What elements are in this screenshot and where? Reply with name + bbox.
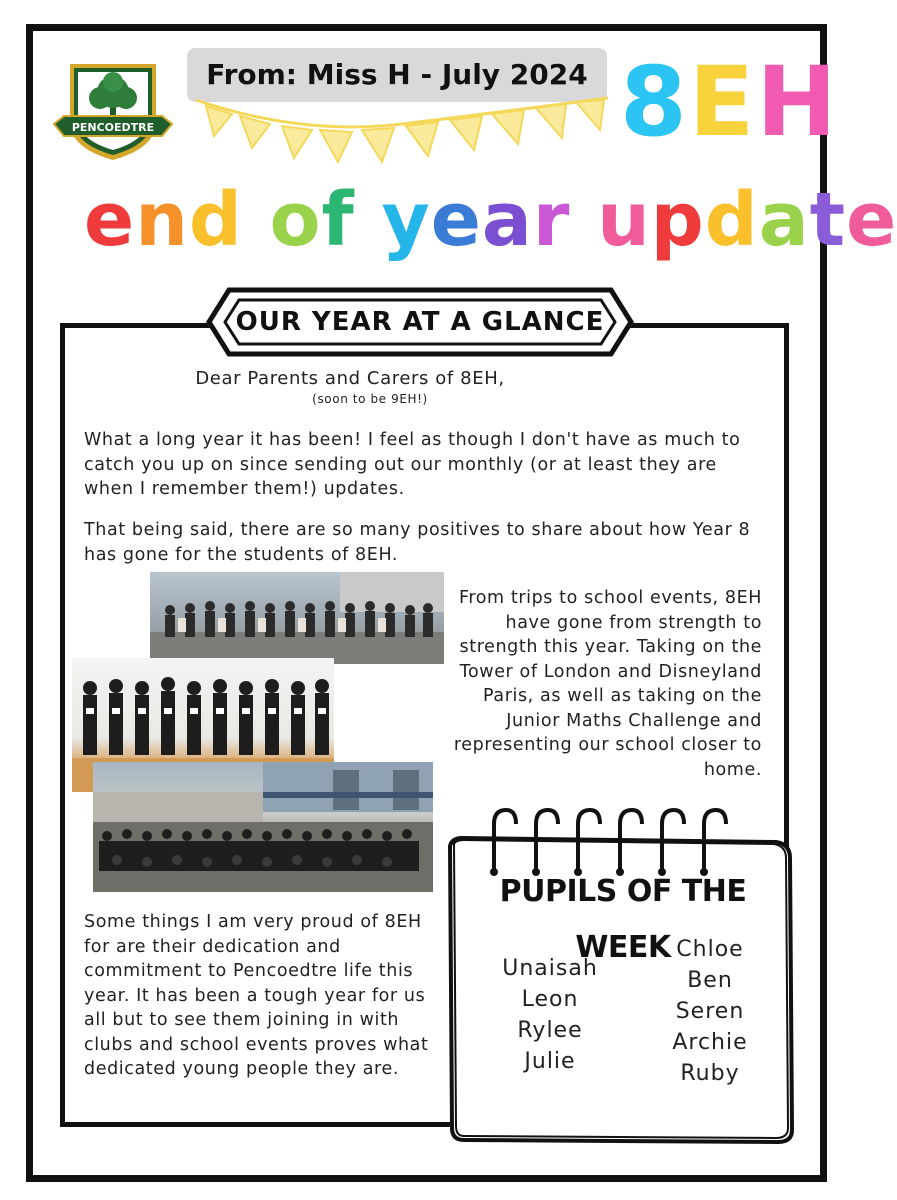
- main-title-letter: r: [532, 177, 571, 263]
- from-banner: From: Miss H - July 2024: [187, 48, 607, 102]
- main-title-letter: [243, 170, 270, 270]
- group-photo-trip: [150, 572, 444, 664]
- pupil-name: Ben: [687, 968, 733, 993]
- group-photo-tower-bridge: [93, 762, 433, 892]
- main-title-letter: p: [650, 177, 705, 263]
- subsalutation: (soon to be 9EH!): [312, 392, 428, 406]
- paragraph-intro: What a long year it has been! I feel as though I don't have as much to catch you up on since sending out our monthly (or at least they are when I remember them!) updates.: [84, 430, 741, 499]
- paragraph-proud: Some things I am very proud of 8EH for are their dedication and commitment to Pencoedtre life this year. It has been a tough year for us all but to see them joining in with clubs and school events proves what dedicated young people they are.: [84, 912, 429, 1079]
- pupil-name: Seren: [675, 999, 745, 1024]
- pupils-of-the-week-title: PUPILS OF THE WEEK: [499, 874, 747, 965]
- logo-text: PENCOEDTRE: [71, 121, 155, 134]
- main-title-letter: n: [135, 177, 189, 263]
- main-title-letter: f: [321, 177, 355, 263]
- pupil-name: Chloe: [676, 937, 744, 962]
- pupil-name: Unaisah: [502, 956, 598, 981]
- main-title-letter: a: [481, 177, 533, 263]
- main-title-letter: t: [809, 177, 847, 263]
- main-title-letter: [570, 170, 597, 270]
- pupil-name: Archie: [672, 1030, 748, 1055]
- pupil-names-right: [640, 934, 780, 1089]
- class-title-letter: H: [756, 46, 839, 158]
- paragraph-trips: From trips to school events, 8EH have gone from strength to strength this year. Taking on the Tower of London and Disneyland Paris, as well as taking on the Junior Maths Challenge and representing our school closer to home.: [453, 588, 762, 780]
- school-logo: [52, 60, 174, 165]
- main-title-letter: y: [381, 177, 431, 263]
- main-title-letter: [355, 170, 382, 270]
- main-title-letter: e: [846, 177, 897, 263]
- class-title: [620, 42, 839, 162]
- glance-heading: OUR YEAR AT A GLANCE: [235, 307, 605, 337]
- main-title-letter: u: [597, 177, 651, 263]
- main-title-letter: d: [188, 177, 243, 263]
- main-title-letter: a: [758, 177, 810, 263]
- salutation: Dear Parents and Carers of 8EH,: [195, 368, 505, 389]
- pupil-name: Rylee: [517, 1018, 583, 1043]
- bunting-decoration: [192, 92, 612, 182]
- pupil-name: Ruby: [680, 1061, 740, 1086]
- paragraph-positives: That being said, there are so many positives to share about how Year 8 has gone for the students of 8EH.: [84, 520, 751, 565]
- main-title-letter: d: [704, 177, 759, 263]
- pupil-names-left: [480, 953, 620, 1077]
- pupil-name: Julie: [524, 1049, 576, 1074]
- pupil-name: Leon: [521, 987, 579, 1012]
- main-title-letter: e: [84, 177, 136, 263]
- class-title-letter: 8: [620, 46, 689, 158]
- main-title: [84, 170, 897, 270]
- main-title-letter: o: [269, 177, 322, 263]
- main-title-letter: e: [430, 177, 482, 263]
- class-title-letter: E: [688, 46, 757, 158]
